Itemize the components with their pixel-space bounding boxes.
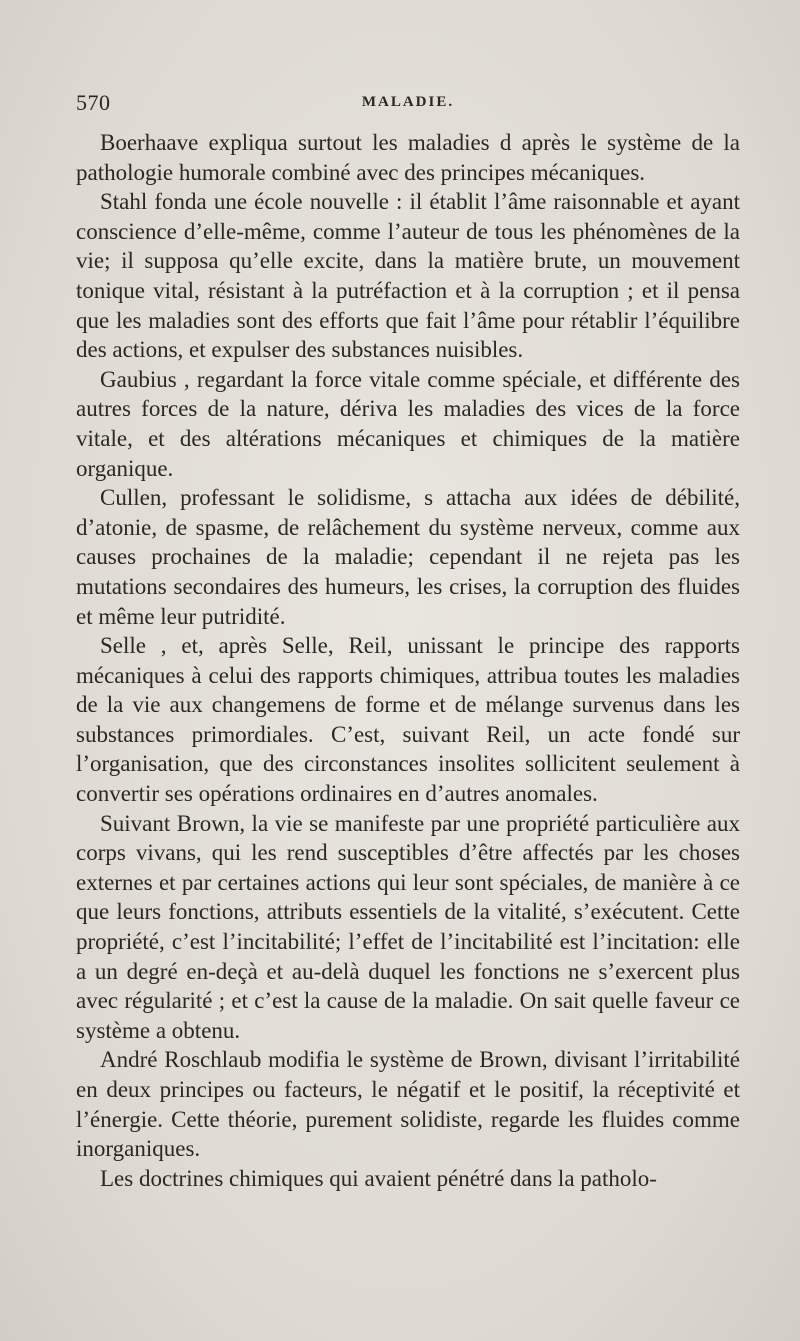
paragraph-selle-reil: Selle , et, après Selle, Reil, unissant le principe des rapports mécaniques à celui des rapports chimiques, attribua toutes les maladies de la vie aux changemens de forme et de mélange survenus dans les substances primordiales. C’est, suivant Reil, un acte fondé sur l’organisation, que des circonstances insolites sollicitent seulement à convertir ses opérations ordinaires en d’autres anomales. (76, 633, 740, 807)
paragraph-brown: Suivant Brown, la vie se manifeste par une propriété particulière aux corps vivans, qui les rend susceptibles d’être affectés par les choses externes et par certaines actions qui leur sont spéciales, de manière à ce que leurs fonctions, attributs essentiels de la vitalité, s’exécutent. Cette propriété, c’est l’incitabilité; l’effet de l’incitabilité est l’incitation: elle a un degré en-deçà et au-delà duquel les fonctions ne s’exercent plus avec régularité ; et c’est la cause de la maladie. On sait quelle faveur ce système a obtenu. (76, 810, 740, 1043)
paragraph-cullen: Cullen, professant le solidisme, s attacha aux idées de débilité, d’atonie, de spasme, de relâchement du système nerveux, comme aux causes prochaines de la maladie; cependant il ne rejeta pas les mutations secondaires des humeurs, les crises, la corruption des fluides et même leur putridité. (76, 485, 740, 629)
paragraph-boerhaave: Boerhaave expliqua surtout les maladies d après le système de la pathologie humorale combiné avec des principes mécaniques. (76, 130, 740, 185)
page-number: 570 (76, 90, 111, 115)
paragraph-roschlaub: André Roschlaub modifia le système de Brown, divisant l’irritabilité en deux principes ou facteurs, le négatif et le positif, la réceptivité et l’énergie. Cette théorie, purement solidiste, regarde les fluides comme inorganiques. (76, 1047, 740, 1162)
page-header (76, 90, 740, 120)
page-body (76, 128, 740, 1193)
paragraph-stahl: Stahl fonda une école nouvelle : il établit l’âme raisonnable et ayant conscience d’elle-même, comme l’auteur de tous les phénomènes de la vie; il supposa qu’elle excite, dans la matière brute, un mouvement tonique vital, résistant à la putréfaction et à la corruption ; et il pensa que les maladies sont des efforts que fait l’âme pour rétablir l’équilibre des actions, et expulser des substances nuisibles. (76, 189, 740, 363)
paragraph-gaubius: Gaubius , regardant la force vitale comme spéciale, et différente des autres forces de la nature, dériva les maladies des vices de la force vitale, et des altérations mécaniques et chimiques de la matière organique. (76, 366, 740, 481)
paragraph-chemical-doctrines: Les doctrines chimiques qui avaient pénétré dans la patholo- (100, 1165, 657, 1191)
running-head: MALADIE. (361, 94, 455, 110)
